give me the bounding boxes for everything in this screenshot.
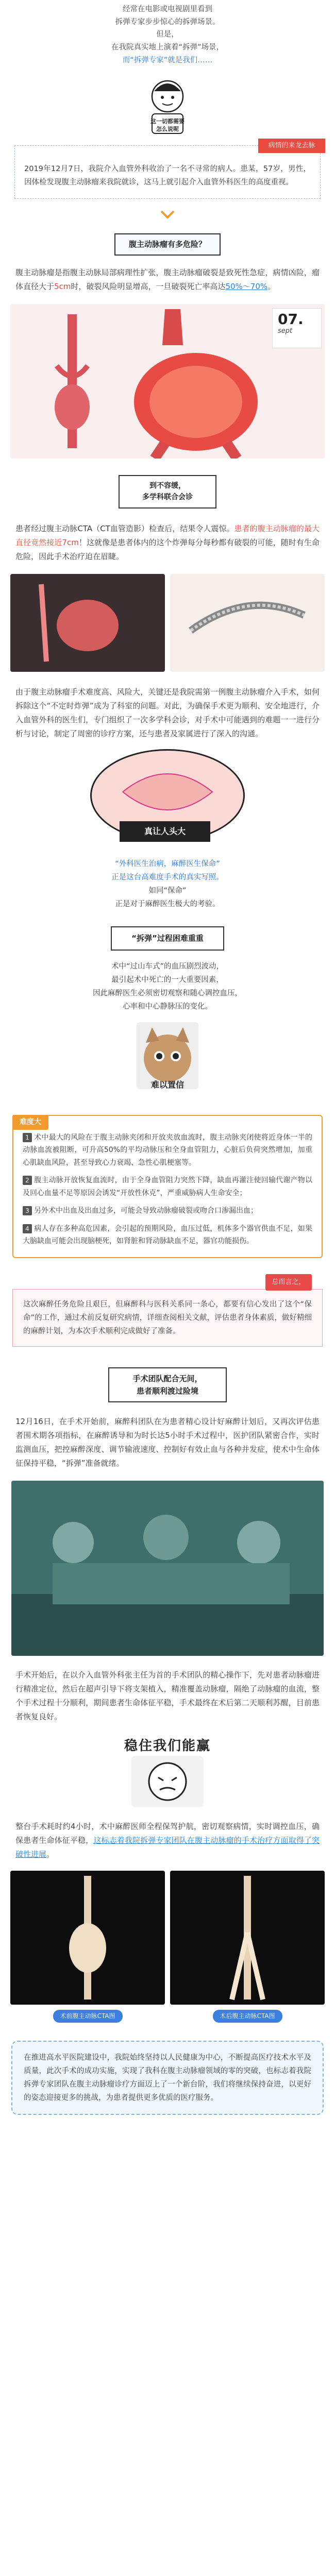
chevron-down-icon [157, 209, 178, 222]
difficulty-item [23, 1205, 312, 1217]
team-quote-line: 正是对于麻醉医生极大的考验。 [115, 900, 220, 909]
mascot-caption-line: 怎么说呢 [156, 125, 179, 132]
ct-scan-icon [10, 574, 165, 672]
intro-line: 但是， [156, 30, 179, 39]
outcome-text: 整台手术耗时约4小时，术中麻醉医师全程保驾护航，密切观察病情，实时调控血压，确保患者生命体征平稳， [15, 1821, 320, 1845]
arrow-divider [0, 209, 335, 226]
intro-line: 经常在电影或电视剧里看到 [123, 5, 212, 13]
sticker-label: 真让人头大 [120, 821, 210, 842]
difficulty-item-text: 腹主动脉开放恢复血流时，由于全身血管阻力突然下降，缺血再灌注使回输代谢产物以及回心血量不足等原因会诱发“开放性休克”，严重威胁病人生命安全； [23, 1176, 312, 1197]
process-lines [0, 960, 335, 1013]
definition-highlight-rate: 50%～70% [225, 281, 268, 291]
cta-before-block [10, 1871, 165, 2025]
difficulty-card [12, 1115, 323, 1258]
process-line: 因此麻醉医生必须密切观察和随心调控血压， [93, 989, 242, 998]
mdt-title [0, 475, 335, 509]
team-quote-line: 正是这台高难度手术的真实写照。 [111, 873, 224, 882]
final-text: 在推进高水平医院建设中，我院始终坚持以人民健康为中心，不断提高医疗技术水平及质量，此次手术的成功实施，实现了我科在腹主动脉瘤领域的零的突破，也标志着我院拆弹专家团队在腹主动脉瘤诊疗方面迈上了一个新台阶，我们将继续保持奋进，以更好的姿态迎接更多的挑战，为患者提供更多优质的医疗服务。 [24, 2053, 311, 2103]
intro-line: 而“拆弹专家”就是我们…… [122, 56, 213, 64]
outcome-text-2: 。 [46, 1849, 55, 1859]
ct-image-row [0, 574, 335, 672]
cta-image-row [0, 1871, 335, 2025]
cta-after-icon [170, 1871, 325, 2005]
team-quote-line: “外科医生治病，麻醉医生保命” [115, 859, 220, 868]
process-line: 心率和中心静脉压的变化。 [123, 1003, 212, 1011]
anesthesia-sticker: 总而言之， [265, 1274, 312, 1291]
ct-scan-image [10, 574, 165, 672]
definition-title: 腹主动脉瘤有多危险？ [114, 233, 221, 256]
difficulty-item-number: 2 [23, 1176, 32, 1185]
process-title-text: “拆弹”过程困难重重 [111, 926, 224, 951]
difficulty-item [23, 1174, 312, 1199]
operating-room-photo [11, 1481, 324, 1656]
intro-line: 拆弹专家步步惊心的拆弹场景。 [115, 18, 220, 26]
difficulty-item-text: 术中最大的风险在于腹主动脉夹闭和开放夹放血流时，腹主动脉夹闭使将近身体一半的动脉血流被阻断，可升高50%的平均动脉压和全身血管阻力，心脏后负荷突然增加，加重心肌缺血风险，甚至导致心力衰竭、急性心肌梗塞等。 [23, 1133, 312, 1167]
outcome-paragraph [0, 1820, 335, 1861]
date-badge-month: sept [278, 327, 293, 335]
stent-graft-icon [170, 574, 325, 672]
collab-paragraph-1: 12月16日，在手术开始前，麻醉科团队在为患者精心设计好麻醉计划后，又再次评估患者围术期各项指标，在麻醉诱导和为时长达5小时手术过程中，医护团队紧密合作，实时监测血压，把控麻醉深度、调节输液速度、控制好有效止血与各种并发症，使术中生命体征保持平稳，“拆弹”准备就绪。 [15, 1416, 320, 1468]
definition-text-end: 。 [267, 281, 276, 291]
process-line: 最引起术中死亡的一大重要因素， [111, 976, 224, 985]
difficulty-item-number: 4 [23, 1224, 32, 1233]
outcome-highlight: 这标志着我院拆弹专家团队在腹主动脉瘤的手术治疗方面取得了突破性进展 [15, 1835, 320, 1859]
team-quote-line: 如同“保命” [148, 886, 187, 895]
diagnosis-paragraph [0, 522, 335, 564]
definition-text: 腹主动脉瘤是指腹主动脉局部病理性扩张，腹主动脉瘤破裂是致死性急症，病情凶险，瘤体直径大于 [15, 267, 320, 291]
cta-before-icon [10, 1871, 165, 2005]
definition-title-wrap [0, 233, 335, 256]
collab-paragraph-2: 手术开始后，在以介入血管外科张主任为首的手术团队的精心操作下，先对患者动脉瘤进行精准定位，然后在超声引导下将支架植入，精准覆盖动脉瘤，隔绝了动脉瘤的血流，整个手术过程十分顺利，期间患者生命体征平稳，手术最终在术后第二天顺利苏醒，目前患者恢复良好。 [15, 1670, 320, 1721]
difficulty-item-number: 3 [23, 1206, 32, 1215]
stable-block [0, 1734, 335, 1811]
difficulty-item-number: 1 [23, 1133, 32, 1142]
difficulty-header: 难度大 [12, 1115, 48, 1130]
diagnosis-text-2: ！这就像是患者体内的这个炸弹每分每秒都有破裂的可能，随时有生命危险，因此手术治疗迫在眉睫。 [15, 537, 320, 561]
mascot-caption [0, 118, 335, 133]
case-origin-text: 2019年12月7日，我院介入血管外科收治了一名不寻常的病人。患某，57岁，男性，因体检发现腹主动脉瘤来我院就诊，这马上就引起介入血管外科医生的高度重视。 [24, 164, 311, 187]
mdt-title-line: 到不容缓， [149, 481, 186, 490]
difficulty-item [23, 1223, 312, 1248]
process-title [0, 926, 335, 951]
definition-paragraph [0, 266, 335, 294]
cat-meme-caption: 难以置信 [150, 1079, 184, 1090]
cat-meme-block [0, 1022, 335, 1099]
difficulty-item-text: 病人存在多种高危因素，会引起的预期风险，血压过低，机体多个器官供血不足，如果大脑缺血可能会出现脑梗死，如肾脏和肾动脉缺血不足，器官功能损伤。 [23, 1224, 312, 1246]
final-box [11, 2041, 324, 2115]
team-quote-block [0, 749, 335, 852]
intro-block [0, 0, 335, 66]
anesthesia-box [12, 1278, 323, 1347]
process-line: 术中“过山车式”的血压剧烈波动， [111, 962, 224, 971]
mdt-title-line: 多学科联合会诊 [142, 493, 193, 502]
cartoon-face-icon [131, 1756, 204, 1807]
anesthesia-text: 这次麻醉任务危险且艰巨，但麻醉科与医科关系同一条心，都要有信心发出了这个“保命”的工作，通过术前反复研究病情，详细查阅相关文献，评估患者身体素质，做好精细的麻醉计划，为本次手术顺利完成做好了准备。 [23, 1300, 312, 1335]
mascot-caption-line: 这一切都需要 [150, 118, 185, 125]
aneurysm-illustration [10, 304, 325, 464]
definition-text-2: 时，破裂风险明显增高，一旦破裂死亡率高达 [71, 281, 226, 291]
case-origin-tag: 病情的来龙去脉 [258, 139, 325, 153]
case-origin-box [14, 141, 321, 199]
collab-title [0, 1367, 335, 1402]
difficulty-list [23, 1131, 312, 1248]
collab-title-line: 手术团队配合无间， [132, 1374, 203, 1383]
cta-after-caption: 术后腹主动脉CTA图 [213, 2010, 282, 2023]
diagnosis-highlight: 患者的腹主动脉瘤的最大直径竟然接近7cm [15, 523, 320, 547]
date-badge-day: 07. [278, 310, 304, 328]
stable-title: 稳住我们能赢 [124, 1738, 211, 1754]
cta-before-image [10, 1871, 165, 2005]
intro-line: 在我院真实地上演着“拆弹”场景， [111, 43, 224, 52]
stable-meme-image [131, 1756, 204, 1807]
collab-title-line: 患者顺利渡过险境 [136, 1386, 198, 1396]
diagnosis-text: 患者经过腹主动脉CTA（CT血管造影）检查后，结果令人震惊。 [15, 523, 234, 533]
cta-after-image [170, 1871, 325, 2005]
surgery-risk-paragraph: 由于腹主动脉瘤手术难度高、风险大，关键还是我院需第一例腹主动脉瘤介入手术，如何拆除这个“不定时炸弹”成为了科室的问题。对此，为确保手术更为顺利、安全地进行，介入血管外科的医生们，专门组织了一次多学科会诊，对手术中可能遇到的难题一一进行分析与讨论，制定了周密的诊疗方案，还与患者及家属进行了深入的沟通。 [15, 687, 320, 738]
team-quote-text [0, 857, 335, 911]
difficulty-item [23, 1131, 312, 1170]
cta-after-block [170, 1871, 325, 2025]
stent-graft-image [170, 574, 325, 672]
date-badge [272, 308, 322, 348]
operating-room-icon [11, 1481, 324, 1656]
definition-highlight-size: 5cm [54, 281, 71, 291]
cta-before-caption: 术前腹主动脉CTA图 [53, 2010, 123, 2023]
difficulty-item-text: 另外术中出血及出血过多，可能会导致动脉瘤破裂或吻合口渗漏出血； [34, 1207, 258, 1215]
